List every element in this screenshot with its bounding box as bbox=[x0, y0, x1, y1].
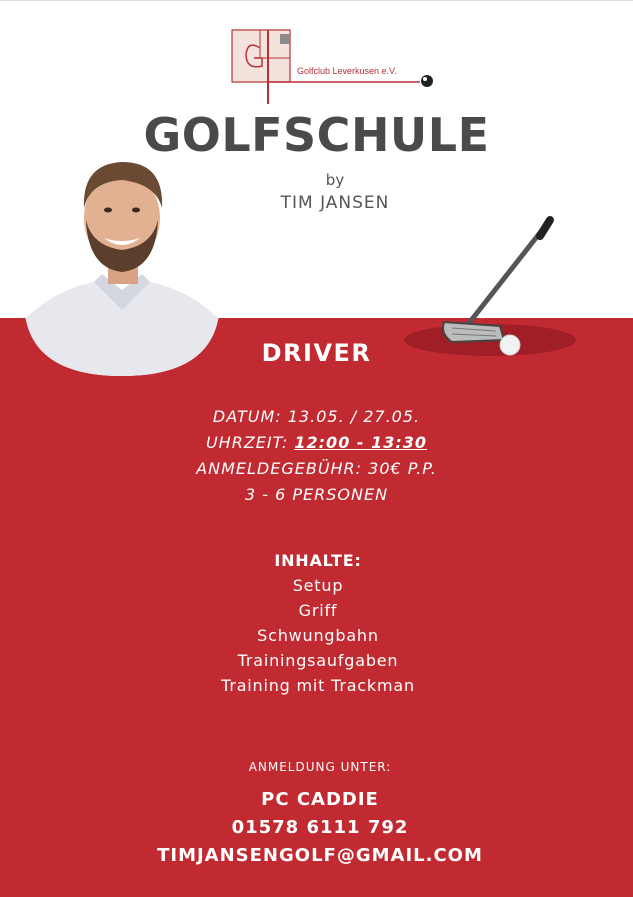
list-item: Trainingsaufgaben bbox=[237, 651, 399, 670]
time-value: 12:00 - 13:30 bbox=[294, 433, 428, 452]
participants-line: 3 - 6 PERSONEN bbox=[244, 485, 389, 504]
registration-details bbox=[0, 786, 633, 870]
time-label: UHRZEIT: bbox=[205, 433, 295, 452]
list-item: Setup bbox=[292, 576, 344, 595]
fee-line: ANMELDEGEBÜHR: 30€ P.P. bbox=[196, 459, 437, 478]
club-logo-text: Golfclub Leverkusen e.V. bbox=[297, 66, 397, 76]
course-info bbox=[0, 404, 633, 508]
by-label: by bbox=[325, 171, 345, 189]
list-item: Griff bbox=[298, 601, 338, 620]
page-title: GOLFSCHULE bbox=[143, 108, 490, 162]
registration-email[interactable]: TIMJANSENGOLF@GMAIL.COM bbox=[157, 845, 483, 866]
registration-label: ANMELDUNG UNTER: bbox=[248, 760, 392, 774]
coach-name: TIM JANSEN bbox=[280, 193, 390, 213]
registration-phone[interactable]: 01578 6111 792 bbox=[231, 817, 409, 838]
top-divider bbox=[0, 0, 633, 1]
contents-heading: INHALTE: bbox=[274, 551, 362, 570]
registration-pc-caddie: PC CADDIE bbox=[261, 789, 379, 810]
course-name: DRIVER bbox=[261, 339, 372, 367]
list-item: Training mit Trackman bbox=[221, 676, 415, 695]
list-item: Schwungbahn bbox=[257, 626, 379, 645]
time-line bbox=[0, 430, 633, 456]
date-line: DATUM: 13.05. / 27.05. bbox=[212, 407, 421, 426]
contents-list bbox=[0, 548, 633, 698]
